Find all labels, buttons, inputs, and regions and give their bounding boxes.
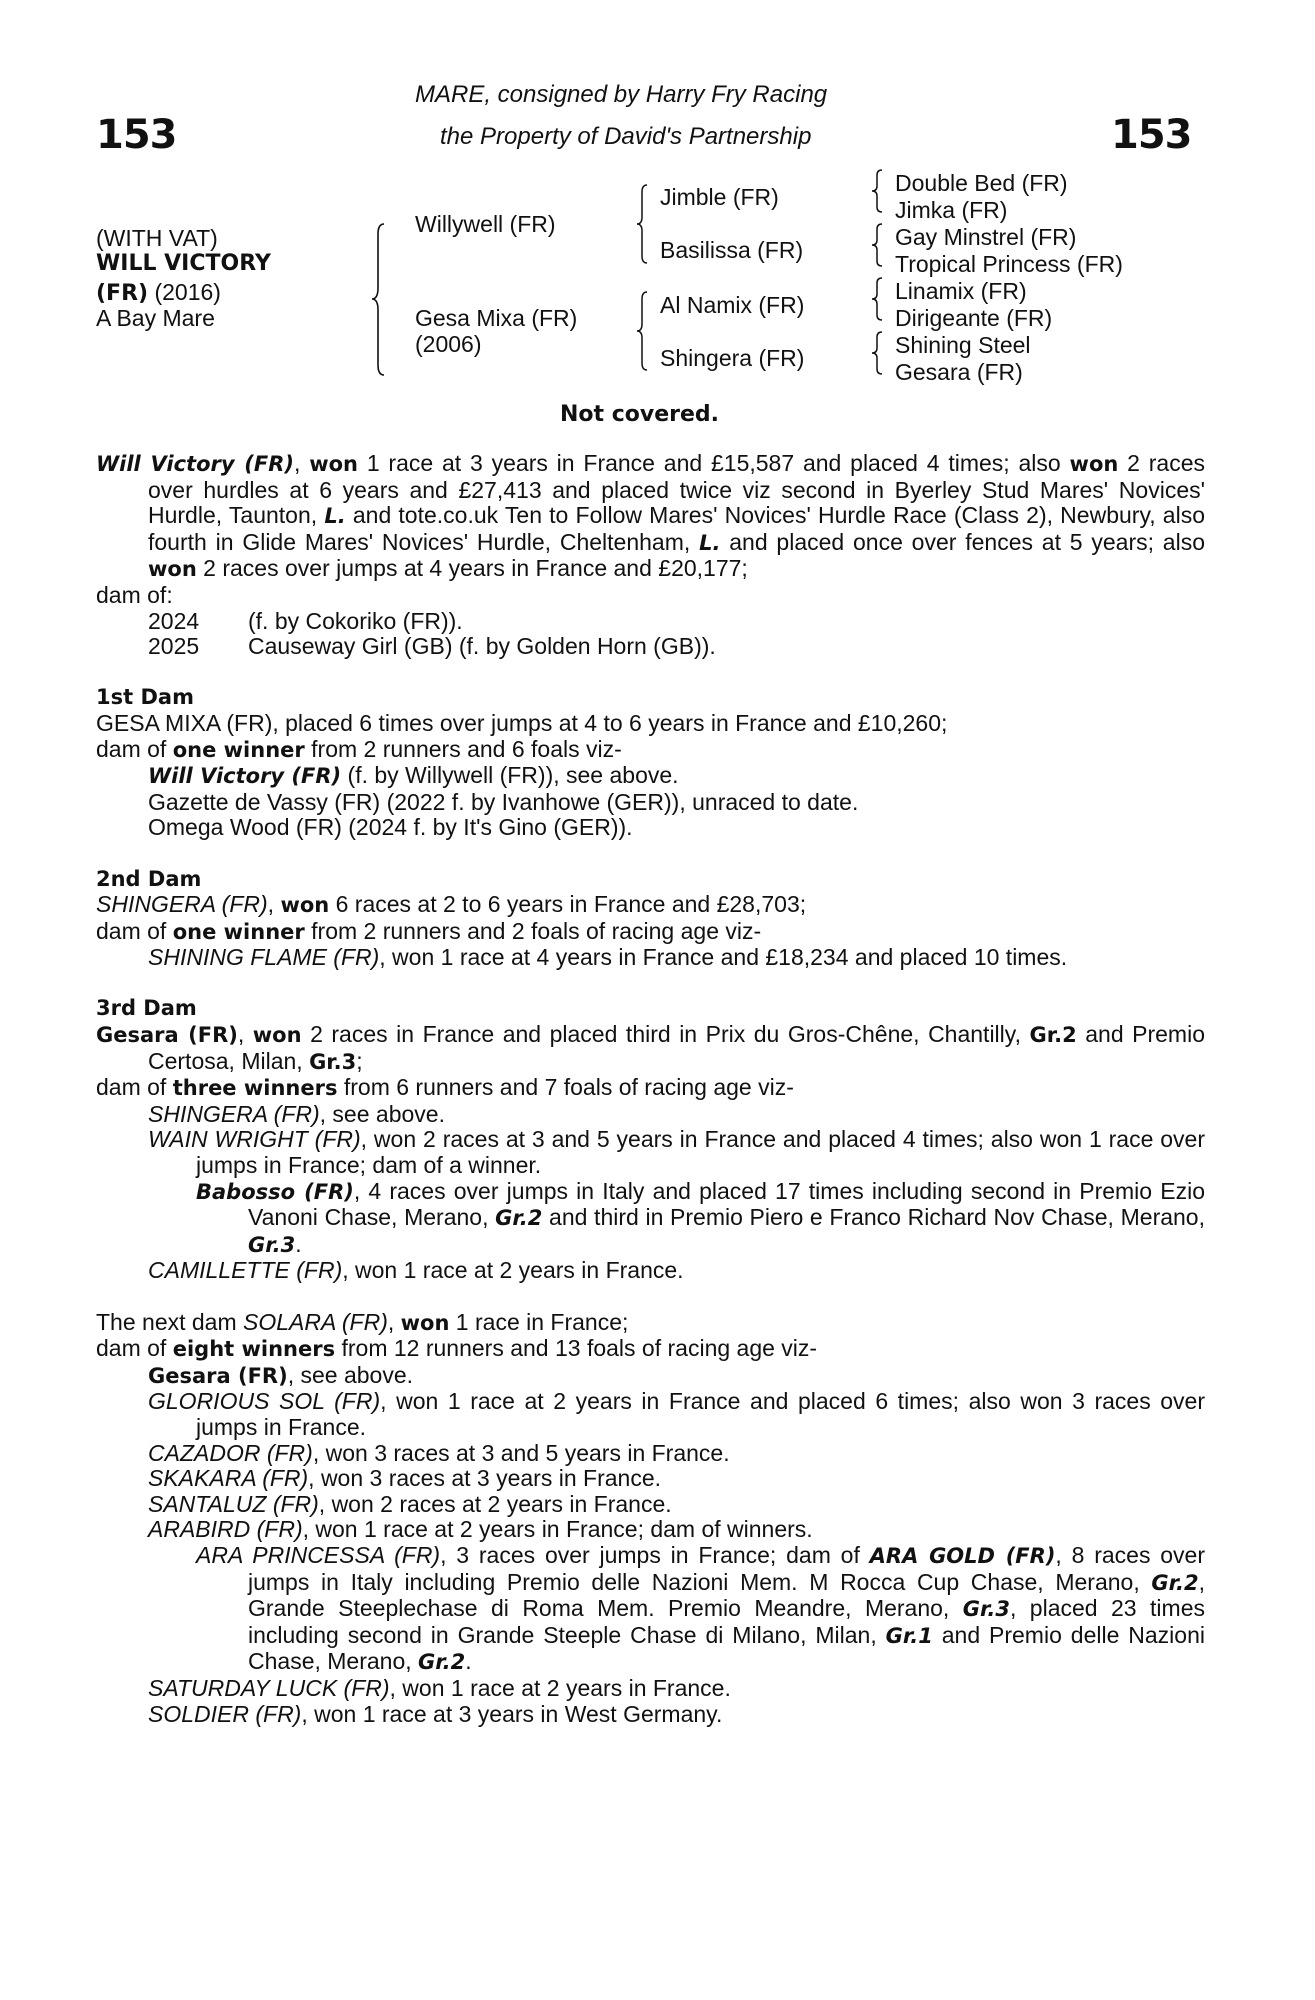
covering-status: Not covered. — [560, 402, 719, 427]
dam3-record: Gesara (FR), won 2 races in France and placed third in Prix du Gros-Chêne, Chantilly, Gr.2 and Premio Certosa, Milan, Gr.3; — [96, 1021, 1205, 1074]
dam: Gesa Mixa (FR) — [415, 305, 578, 331]
section-heading-2nd-dam: 2nd Dam — [96, 866, 202, 891]
horse-description: A Bay Mare — [96, 305, 215, 331]
pedigree-brace-sire — [635, 183, 651, 265]
dam2-record: SHINGERA (FR), won 6 races at 2 to 6 years in France and £28,703; — [96, 891, 807, 918]
sire-dam: Basilissa (FR) — [660, 237, 804, 263]
dam1-offspring: Omega Wood (FR) (2024 f. by It's Gino (GER)). — [148, 814, 633, 841]
g3-ancestor: Dirigeante (FR) — [895, 305, 1053, 331]
dam2-produce-summary: dam of one winner from 2 runners and 2 foals of racing age viz- — [96, 917, 762, 944]
g3-ancestor: Double Bed (FR) — [895, 170, 1068, 196]
dam-year: (2006) — [415, 331, 482, 357]
pedigree-brace-g3-1 — [870, 168, 886, 214]
horse-name: WILL VICTORY — [96, 251, 271, 276]
catalogue-body — [96, 451, 1205, 1727]
lot-number-left: 153 — [96, 112, 177, 158]
dam4-produce-summary: dam of eight winners from 12 runners and 13 foals of racing age viz- — [96, 1335, 818, 1362]
dam3-offspring: SHINGERA (FR), see above. — [148, 1100, 445, 1127]
dam1-offspring: Will Victory (FR) (f. by Willywell (FR)), see above. — [148, 762, 679, 789]
pedigree-brace-g3-2 — [870, 222, 886, 268]
section-heading-3rd-dam: 3rd Dam — [96, 996, 197, 1021]
dam2-offspring: SHINING FLAME (FR), won 1 race at 4 years in France and £18,234 and placed 10 times. — [148, 944, 1068, 971]
dam4-offspring: SOLDIER (FR), won 1 race at 3 years in West Germany. — [148, 1700, 723, 1727]
vat-label: (WITH VAT) — [96, 225, 218, 251]
race-record: Will Victory (FR), won 1 race at 3 years in France and £15,587 and placed 4 times; also won 2 races over hurdles at 6 years and £27,413 and placed twice viz second in Byerley Stud Mares' Novices' Hurdle, Taunton, L. and tote.co.uk Ten to Follow Mares' Novices' Hurdle Race (Class 2), Newbury, also fourth in Glide Mares' Novices' Hurdle, Cheltenham, L. and placed once over fences at 5 years; also won 2 races over jumps at 4 years in France and £20,177; — [96, 450, 1206, 582]
dam4-offspring: ARABIRD (FR), won 1 race at 2 years in France; dam of winners. — [148, 1516, 813, 1543]
dam4-offspring: SANTALUZ (FR), won 2 races at 2 years in France. — [148, 1490, 672, 1517]
dam-dam: Shingera (FR) — [660, 345, 805, 371]
dam4-offspring: GLORIOUS SOL (FR), won 1 race at 2 years in France and placed 6 times; also won 3 races over jumps in France. — [148, 1388, 1205, 1440]
dam4-record: The next dam SOLARA (FR), won 1 race in France; — [96, 1308, 629, 1335]
dam3-offspring: CAMILLETTE (FR), won 1 race at 2 years in France. — [148, 1257, 684, 1284]
property-line: the Property of David's Partnership — [440, 123, 812, 150]
dam-of-label: dam of: — [96, 581, 173, 608]
g3-ancestor: Gay Minstrel (FR) — [895, 224, 1077, 250]
sire-sire: Jimble (FR) — [660, 184, 779, 210]
g3-ancestor: Tropical Princess (FR) — [895, 251, 1123, 277]
horse-suffix-year — [96, 279, 221, 307]
dam4-offspring: CAZADOR (FR), won 3 races at 3 and 5 years in France. — [148, 1439, 730, 1466]
dam4-grand-offspring: ARA PRINCESSA (FR), 3 races over jumps in France; dam of ARA GOLD (FR), 8 races over jumps in Italy including Premio delle Nazioni Mem. M Rocca Cup Chase, Merano, Gr.2, Grande Steeplechase di Roma Mem. Premio Meandre, Merano, Gr.3, placed 23 times including second in Grande Steeple Chase di Milano, Milan, Gr.1 and Premio delle Nazioni Chase, Merano, Gr.2. — [196, 1541, 1206, 1675]
dam1-record: GESA MIXA (FR), placed 6 times over jumps at 4 to 6 years in France and £10,260; — [96, 709, 948, 736]
dam4-offspring: SKAKARA (FR), won 3 races at 3 years in France. — [148, 1465, 661, 1492]
dam1-produce-summary: dam of one winner from 2 runners and 6 foals viz- — [96, 735, 622, 762]
lot-number-right: 153 — [1111, 112, 1192, 158]
dam3-grand-offspring: Babosso (FR), 4 races over jumps in Italy and placed 17 times including second in Premio Ezio Vanoni Chase, Merano, Gr.2 and third in Premio Piero e Franco Richard Nov Chase, Merano, Gr.3. — [196, 1177, 1205, 1257]
section-heading-1st-dam: 1st Dam — [96, 685, 194, 710]
dam3-produce-summary: dam of three winners from 6 runners and 7 foals of racing age viz- — [96, 1074, 794, 1101]
sire: Willywell (FR) — [415, 211, 556, 237]
dam3-offspring: WAIN WRIGHT (FR), won 2 races at 3 and 5 years in France and placed 4 times; also won 1 race over jumps in France; dam of a winner. — [148, 1126, 1205, 1179]
pedigree-brace-g3-3 — [870, 276, 886, 322]
pedigree-brace-dam — [635, 290, 651, 372]
consignment-line: MARE, consigned by Harry Fry Racing — [415, 81, 828, 108]
dam-sire: Al Namix (FR) — [660, 292, 805, 318]
pedigree-brace-main — [370, 222, 390, 377]
horse-year: (2016) — [154, 279, 221, 305]
g3-ancestor: Linamix (FR) — [895, 278, 1027, 304]
horse-suffix: (FR) — [96, 281, 149, 306]
dam1-offspring: Gazette de Vassy (FR) (2022 f. by Ivanhowe (GER)), unraced to date. — [148, 788, 859, 815]
produce-row: 2024 (f. by Cokoriko (FR)). — [148, 607, 463, 634]
g3-ancestor: Gesara (FR) — [895, 359, 1023, 385]
pedigree-brace-g3-4 — [870, 330, 886, 376]
g3-ancestor: Jimka (FR) — [895, 197, 1008, 223]
dam4-offspring: SATURDAY LUCK (FR), won 1 race at 2 years in France. — [148, 1674, 731, 1701]
g3-ancestor: Shining Steel — [895, 332, 1031, 358]
produce-row: 2025 Causeway Girl (GB) (f. by Golden Horn (GB)). — [148, 633, 716, 660]
dam4-offspring: Gesara (FR), see above. — [148, 1361, 414, 1388]
